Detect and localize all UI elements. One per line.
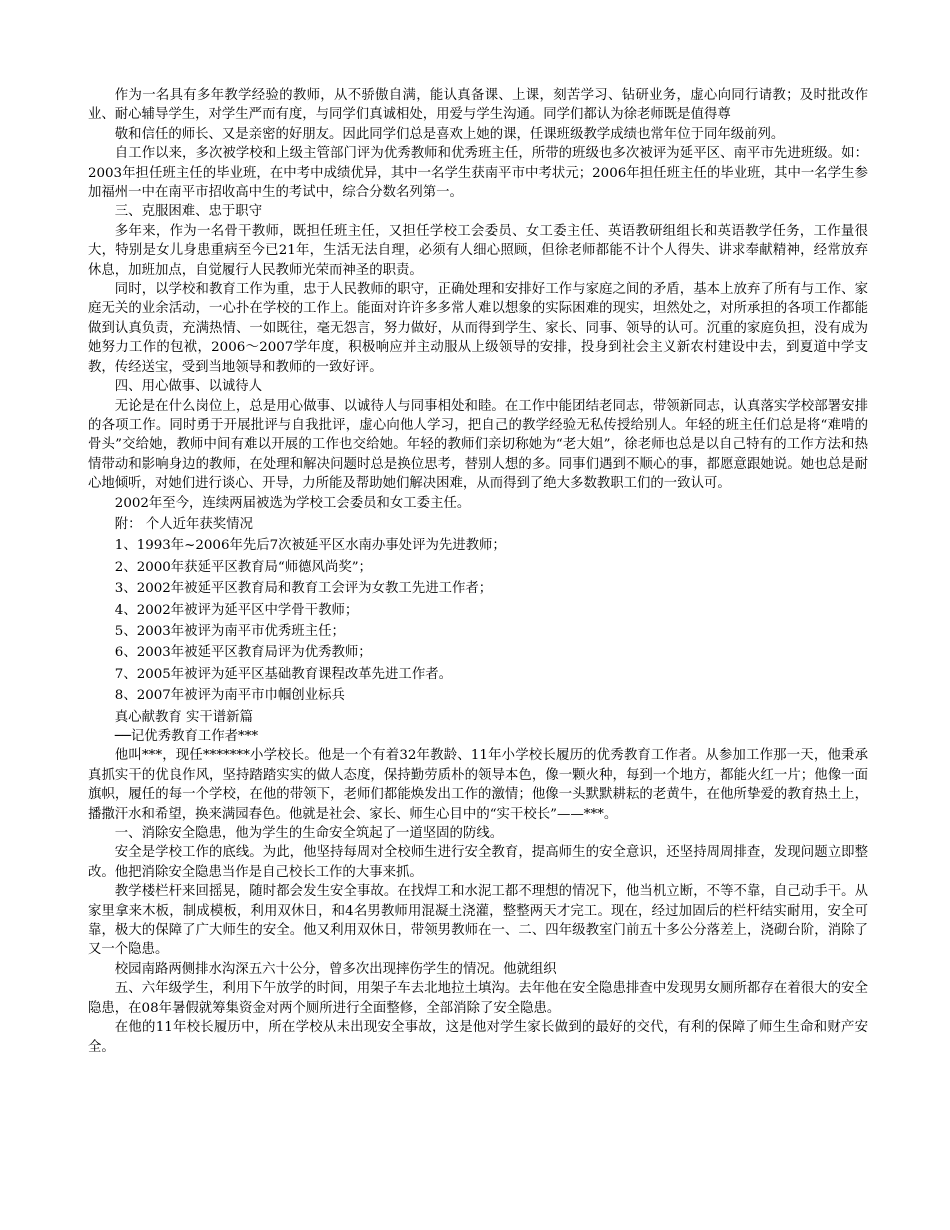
award-item: 6、2003年被延平区教育局评为优秀教师；: [114, 645, 372, 661]
section-heading: 三、克服困难、忠于职守: [114, 204, 263, 220]
section-heading: 四、用心做事、以诚待人: [114, 379, 263, 395]
paragraph: 在他的11年校长履历中，所在学校从未出现安全事故，这是他对学生家长做到的最好的交代，有利的保障了师生生命和财产安全。: [88, 1020, 868, 1055]
paragraph: 安全是学校工作的底线。为此，他坚持每周对全校师生进行安全教育，提高师生的安全意识，还坚持周周排查，发现问题立即整改。他把消除安全隐患当作是自己校长工作的大事来抓。: [88, 845, 868, 880]
paragraph: 多年来，作为一名骨干教师，既担任班主任，又担任学校工会委员、女工委主任、英语教研组组长和英语教学任务，工作量很大，特别是女儿身患重病至今已21年，生活无法自理，必须有人细心照顾，但徐老师都能不计个人得失、讲求奉献精神，经常放弃休息，加班加点，自觉履行人民教师光荣而神圣的职责。: [88, 223, 868, 278]
paragraph: 敬和信任的师长、又是亲密的好朋友。因此同学们总是喜欢上她的课，任课班级教学成绩也常年位于同年级前列。: [114, 126, 785, 142]
document-page: [88, 86, 868, 1057]
paragraph: 教学楼栏杆来回摇晃，随时都会发生安全事故。在找焊工和水泥工都不理想的情况下，他当机立断，不等不靠，自己动手干。从家里拿来木板，制成模板，利用双休日，和4名男教师用混凝土浇灌，整整两天才完工。现在，经过加固后的栏杆结实耐用，安全可靠，极大的保障了广大师生的安全。他又利用双休日，带领男教师在一、二、四年级教室门前五十多公分落差上，浇砌台阶，消除了又一个隐患。: [88, 884, 868, 958]
article-title: 真心献教育 实干谱新篇: [114, 709, 253, 725]
paragraph: 2002年至今，连续两届被选为学校工会委员和女工委主任。: [114, 495, 471, 511]
paragraph: 五、六年级学生，利用下午放学的时间，用架子车去北地拉土填沟。去年他在安全隐患排查中发现男女厕所都存在着很大的安全隐患，在08年暑假就筹集资金对两个厕所进行全面整修，全部消除了安全隐患。: [88, 981, 868, 1016]
award-item: 8、2007年被评为南平市巾帼创业标兵: [114, 688, 345, 704]
section-heading: 一、消除安全隐患，他为学生的生命安全筑起了一道坚固的防线。: [114, 826, 504, 842]
paragraph: 作为一名具有多年教学经验的教师，从不骄傲自满，能认真备课、上课，刻苦学习、钻研业务，虚心向同行请教；及时批改作业、耐心辅导学生，对学生严而有度，与同学们真诚相处，用爱与学生沟通。同学们都认为徐老师既是值得尊: [88, 88, 868, 123]
appendix-heading: 附： 个人近年获奖情况: [114, 516, 253, 532]
award-item: 7、2005年被评为延平区基础教育课程改革先进工作者。: [114, 666, 452, 682]
award-item: 5、2003年被评为南平市优秀班主任；: [114, 623, 345, 639]
paragraph: 无论是在什么岗位上，总是用心做事、以诚待人与同事相处和睦。在工作中能团结老同志，带领新同志，认真落实学校部署安排的各项工作。同时勇于开展批评与自我批评，虚心向他人学习，把自己的教学经验无私传授给别人。年轻的班主任们总是将“难啃的骨头”交给她，教师中间有难以开展的工作也交给她。年轻的教师们亲切称她为“老大姐”，徐老师也总是以自己特有的工作方法和热情带动和影响身边的教师，在处理和解决问题时总是换位思考，替别人想的多。同事们遇到不顺心的事，都愿意跟她说。她也总是耐心地倾听，对她们进行谈心、开导，力所能及帮助她们解决困难，从而得到了绝大多数教职工们的一致认可。: [88, 398, 868, 492]
paragraph: 自工作以来，多次被学校和上级主管部门评为优秀教师和优秀班主任，所带的班级也多次被评为延平区、南平市先进班级。如：2003年担任班主任的毕业班，在中考中成绩优异，其中一名学生获南平市中考状元；2006年担任班主任的毕业班，其中一名学生参加福州一中在南平市招收高中生的考试中，综合分数名列第一。: [88, 146, 868, 201]
award-item: 3、2002年被延平区教育局和教育工会评为女教工先进工作者；: [114, 581, 493, 597]
award-item: 1、1993年~2006年先后7次被延平区水南办事处评为先进教师；: [114, 538, 506, 554]
paragraph: 同时，以学校和教育工作为重，忠于人民教师的职守，正确处理和安排好工作与家庭之间的矛盾，基本上放弃了所有与工作、家庭无关的业余活动，一心扑在学校的工作上。能面对许许多多常人难以想象的实际困难的现实，坦然处之，对所承担的各项工作都能做到认真负责，充满热情、一如既往，毫无怨言，努力做好，从而得到学生、家长、同事、领导的认可。沉重的家庭负担，没有成为她努力工作的包袱，2006～2007学年度，积极响应并主动服从上级领导的安排，投身到社会主义新农村建设中去，到夏道中学支教，传经送宝，受到当地领导和教师的一致好评。: [88, 282, 868, 375]
paragraph: 他叫***，现任*******小学校长。他是一个有着32年教龄、11年小学校长履历的优秀教育工作者。从参加工作那一天，他秉承真抓实干的优良作风，坚持踏踏实实的做人态度，保持勤劳质朴的领导本色，像一颗火种，每到一个地方，都能火红一片；他像一面旗帜，履任的每一个学校，在他的带领下，老师们都能焕发出工作的激情；他像一头默默耕耘的老黄牛，在他所挚爱的教育热土上，播撒汗水和希望，换来满园春色。他就是社会、家长、师生心目中的“实干校长”——***。: [88, 748, 868, 822]
article-subtitle: ──记优秀教育工作者***: [114, 729, 259, 744]
paragraph: 校园南路两侧排水沟深五六十公分，曾多次出现摔伤学生的情况。他就组织: [114, 961, 557, 977]
award-item: 4、2002年被评为延平区中学骨干教师；: [114, 602, 359, 618]
award-item: 2、2000年获延平区教育局“师德风尚奖”；: [114, 559, 372, 575]
